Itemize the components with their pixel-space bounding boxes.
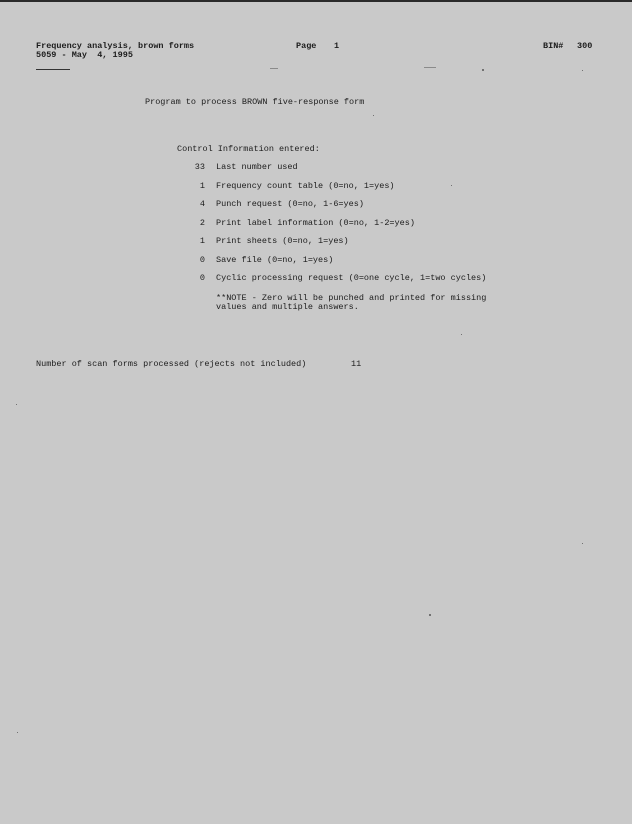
page-label: Page <box>296 41 317 51</box>
page-number: 1 <box>334 41 340 51</box>
program-title: Program to process BROWN five-response form <box>145 97 365 107</box>
control-value: 1 <box>199 236 205 246</box>
scan-speck <box>582 543 583 544</box>
control-label: Cyclic processing request (0=one cycle, 1=two cycles) <box>216 273 487 283</box>
control-label: Save file (0=no, 1=yes) <box>216 255 334 265</box>
control-label: Frequency count table (0=no, 1=yes) <box>216 181 395 191</box>
control-label: Print sheets (0=no, 1=yes) <box>216 236 349 246</box>
control-value: 1 <box>199 181 205 191</box>
control-value: 0 <box>199 255 205 265</box>
summary-label: Number of scan forms processed (rejects not included) <box>36 359 307 369</box>
scan-artifact <box>424 67 436 68</box>
control-label: Punch request (0=no, 1-6=yes) <box>216 199 364 209</box>
bin-label: BIN# <box>543 41 564 51</box>
top-edge-rule <box>0 0 632 2</box>
control-label: Print label information (0=no, 1-2=yes) <box>216 218 415 228</box>
control-value: 33 <box>194 162 205 172</box>
control-value: 0 <box>199 273 205 283</box>
scan-speck <box>461 334 462 335</box>
scan-speck <box>17 732 18 733</box>
scan-speck <box>429 614 431 616</box>
scan-speck <box>16 404 17 405</box>
scan-speck <box>582 70 583 71</box>
report-title: Frequency analysis, brown forms <box>36 41 195 51</box>
control-value: 2 <box>199 218 205 228</box>
report-date-line: 5059 - May 4, 1995 <box>36 50 133 60</box>
bin-number: 300 <box>577 41 593 51</box>
title-underline <box>36 69 70 70</box>
note-line-2: values and multiple answers. <box>216 302 359 312</box>
control-label: Last number used <box>216 162 298 172</box>
note-line-1: **NOTE - Zero will be punched and printed for missing <box>216 293 487 303</box>
control-heading: Control Information entered: <box>177 144 320 154</box>
scan-speck <box>373 115 374 116</box>
scan-speck <box>451 185 452 186</box>
control-value: 4 <box>199 199 205 209</box>
scan-artifact <box>270 68 278 69</box>
scan-speck <box>482 69 484 71</box>
summary-value: 11 <box>351 359 362 369</box>
